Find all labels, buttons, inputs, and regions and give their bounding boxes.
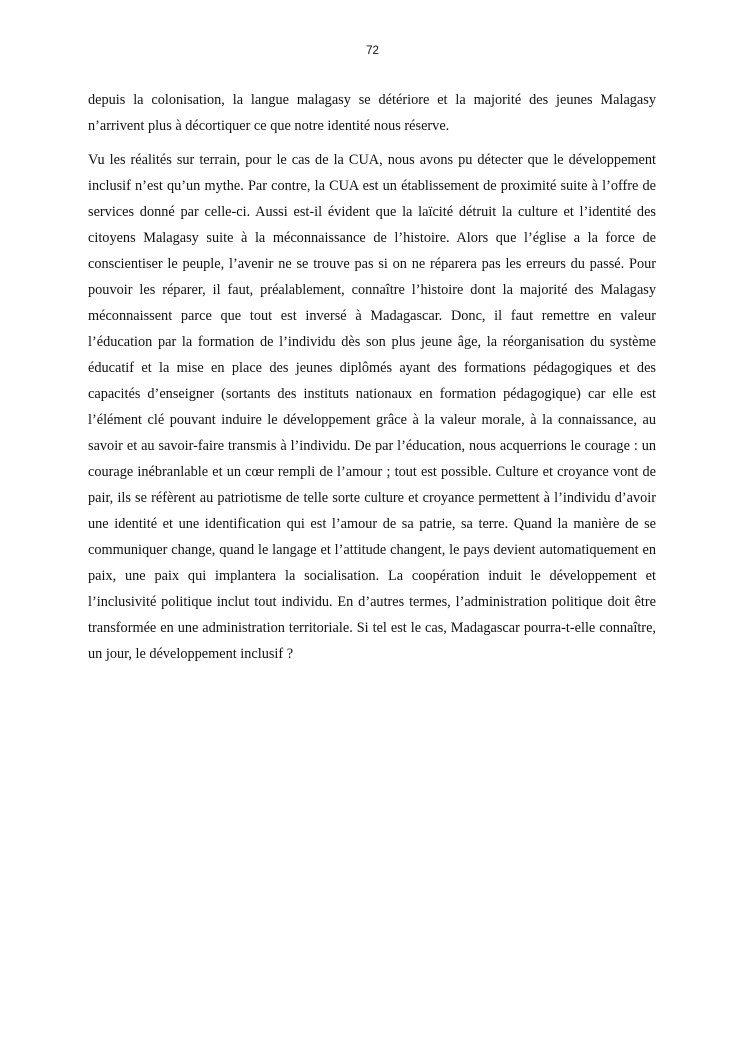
document-body: [88, 87, 656, 667]
paragraph-2: Vu les réalités sur terrain, pour le cas de la CUA, nous avons pu détecter que le développement inclusif n’est qu’un mythe. Par contre, la CUA est un établissement de proximité suite à l’offre de services donné par celle-ci. Aussi est-il évident que la laïcité détruit la culture et l’identité des citoyens Malagasy suite à la méconnaissance de l’histoire. Alors que l’église a la force de conscientiser le peuple, l’avenir ne se trouve pas si on ne réparera pas les erreurs du passé. Pour pouvoir les réparer, il faut, préalablement, connaître l’histoire dont la majorité des Malagasy méconnaissent parce que tout est inversé à Madagascar. Donc, il faut remettre en valeur l’éducation par la formation de l’individu dès son plus jeune âge, la réorganisation du système éducatif et la mise en place des jeunes diplômés ayant des formations pédagogiques et des capacités d’enseigner (sortants des instituts nationaux en formation pédagogique) car elle est l’élément clé pouvant induire le développement grâce à la valeur morale, à la connaissance, au savoir et au savoir-faire transmis à l’individu. De par l’éducation, nous acquerrions le courage : un courage inébranlable et un cœur rempli de l’amour ; tout est possible. Culture et croyance vont de pair, ils se réfèrent au patriotisme de telle sorte culture et croyance permettent à l’individu d’avoir une identité et une identification qui est l’amour de sa patrie, sa terre. Quand la manière de se communiquer change, quand le langage et l’attitude changent, le pays devient automatiquement en paix, une paix qui implantera la socialisation. La coopération induit le développement et l’inclusivité politique inclut tout individu. En d’autres termes, l’administration politique doit être transformée en une administration territoriale. Si tel est le cas, Madagascar pourra-t-elle connaître, un jour, le développement inclusif ?: [88, 152, 656, 662]
paragraph-1: depuis la colonisation, la langue malagasy se détériore et la majorité des jeunes Malagasy n’arrivent plus à décortiquer ce que notre identité nous réserve.: [88, 92, 656, 134]
page-number: 72: [366, 45, 379, 57]
